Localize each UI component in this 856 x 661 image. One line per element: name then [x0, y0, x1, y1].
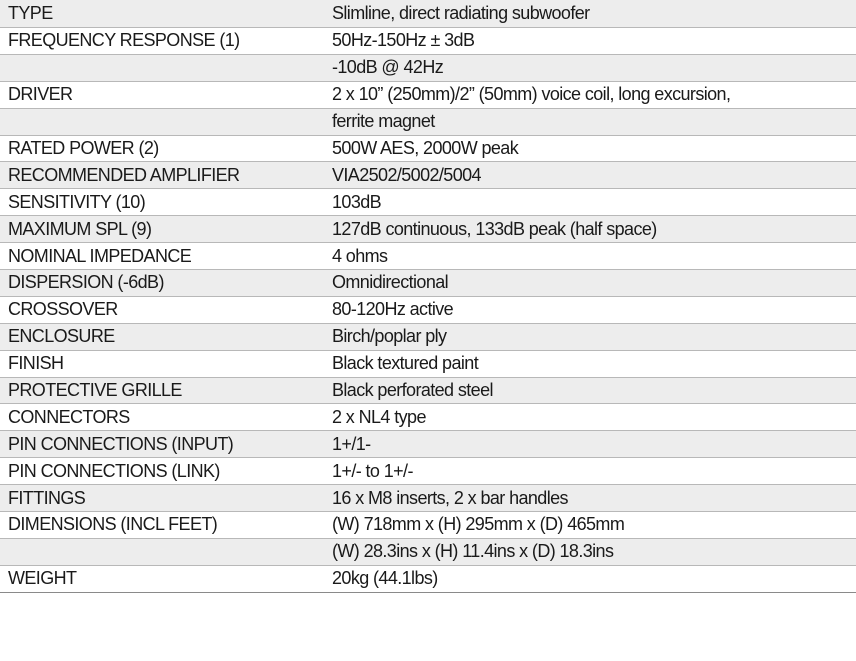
table-row	[0, 378, 856, 405]
spec-label: ENCLOSURE	[8, 326, 115, 347]
spec-label: PIN CONNECTIONS (INPUT)	[8, 433, 234, 454]
spec-value: 80-120Hz active	[332, 299, 454, 320]
spec-label: RECOMMENDED AMPLIFIER	[8, 164, 240, 185]
spec-label: FINISH	[8, 353, 64, 374]
spec-label: MAXIMUM SPL (9)	[8, 218, 152, 239]
spec-label: DIMENSIONS (INCL FEET)	[8, 514, 218, 535]
spec-label: PIN CONNECTIONS (LINK)	[8, 460, 220, 481]
spec-value: ferrite magnet	[332, 111, 435, 132]
spec-value: -10dB @ 42Hz	[332, 57, 444, 78]
table-row	[0, 109, 856, 136]
spec-label: NOMINAL IMPEDANCE	[8, 245, 192, 266]
spec-value: 2 x 10” (250mm)/2” (50mm) voice coil, long excursion,	[332, 84, 731, 105]
spec-value: Slimline, direct radiating subwoofer	[332, 3, 590, 23]
spec-value: 4 ohms	[332, 245, 388, 266]
spec-label: FITTINGS	[8, 487, 86, 508]
spec-value: 1+/- to 1+/-	[332, 460, 413, 481]
spec-value: 103dB	[332, 191, 382, 212]
table-row	[0, 28, 856, 55]
spec-value: (W) 28.3ins x (H) 11.4ins x (D) 18.3ins	[332, 541, 614, 562]
table-row	[0, 512, 856, 539]
table-row	[0, 82, 856, 109]
spec-value: Birch/poplar ply	[332, 326, 447, 347]
spec-value: (W) 718mm x (H) 295mm x (D) 465mm	[332, 514, 625, 535]
table-row	[0, 431, 856, 458]
spec-value: 127dB continuous, 133dB peak (half space)	[332, 218, 657, 239]
table-row	[0, 566, 856, 593]
table-row	[0, 297, 856, 324]
table-row	[0, 404, 856, 431]
table-row	[0, 189, 856, 216]
spec-value: 16 x M8 inserts, 2 x bar handles	[332, 487, 568, 508]
spec-value: 2 x NL4 type	[332, 406, 426, 427]
table-row	[0, 539, 856, 566]
spec-label: RATED POWER (2)	[8, 138, 159, 158]
spec-label: CONNECTORS	[8, 406, 130, 427]
table-row	[0, 0, 856, 28]
table-row	[0, 136, 856, 163]
spec-label: SENSITIVITY (10)	[8, 191, 146, 212]
spec-value: VIA2502/5002/5004	[332, 164, 481, 185]
spec-label: TYPE	[8, 3, 53, 23]
table-row	[0, 162, 856, 189]
spec-value: Omnidirectional	[332, 272, 449, 293]
table-row	[0, 55, 856, 82]
spec-label: DRIVER	[8, 84, 73, 105]
spec-label: FREQUENCY RESPONSE (1)	[8, 30, 240, 51]
table-row	[0, 485, 856, 512]
table-row	[0, 458, 856, 485]
spec-value: Black textured paint	[332, 353, 479, 374]
spec-value: Black perforated steel	[332, 380, 493, 401]
table-row	[0, 351, 856, 378]
table-row	[0, 243, 856, 270]
spec-value: 1+/1-	[332, 433, 371, 454]
table-row	[0, 216, 856, 243]
spec-value: 20kg (44.1lbs)	[332, 568, 438, 589]
table-row	[0, 270, 856, 297]
spec-label: PROTECTIVE GRILLE	[8, 380, 182, 401]
spec-value: 50Hz-150Hz ± 3dB	[332, 30, 475, 51]
spec-label: DISPERSION (-6dB)	[8, 272, 164, 293]
spec-label: WEIGHT	[8, 568, 77, 589]
spec-label: CROSSOVER	[8, 299, 118, 320]
table-row	[0, 324, 856, 351]
spec-value: 500W AES, 2000W peak	[332, 138, 519, 158]
